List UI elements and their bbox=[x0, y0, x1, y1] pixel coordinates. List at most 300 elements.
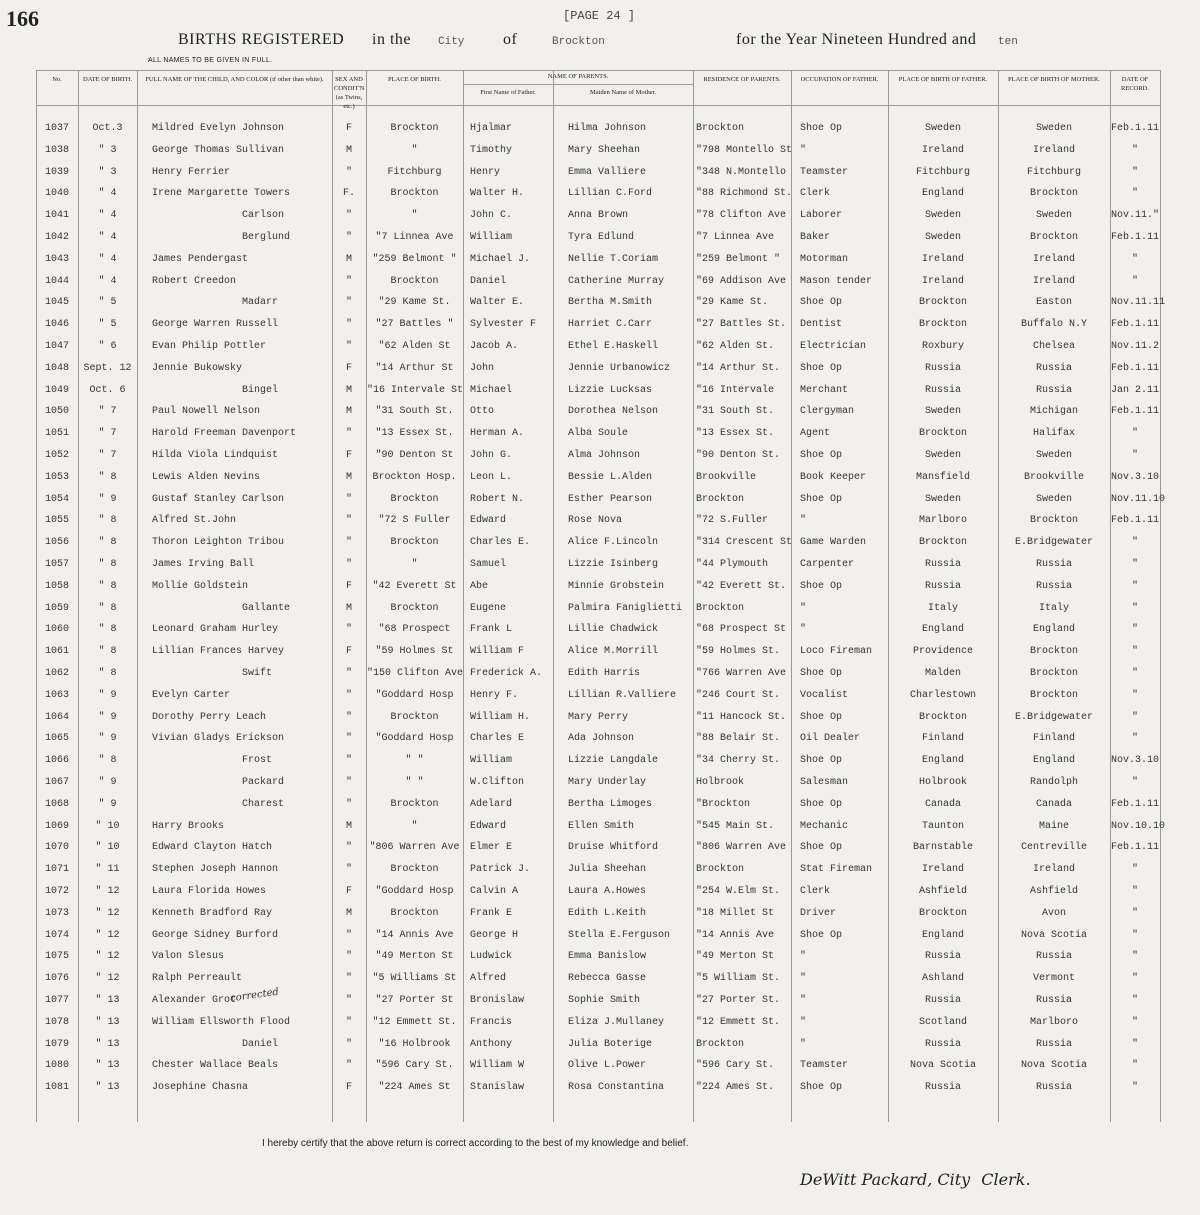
table-cell: 1081 bbox=[44, 1082, 69, 1094]
table-cell: Baker bbox=[800, 232, 831, 243]
table-cell: Brockton bbox=[1029, 232, 1078, 243]
table-cell: " 8 bbox=[98, 471, 117, 483]
table-cell: Brockton bbox=[390, 602, 439, 614]
table-cell: 1061 bbox=[44, 646, 69, 658]
table-cell: Electrician bbox=[800, 341, 867, 352]
table-cell: Dorothy Perry Leach bbox=[152, 711, 267, 723]
in-the-text: in the bbox=[372, 31, 411, 48]
table-cell: Vermont bbox=[1032, 973, 1075, 985]
register-title: BIRTHS REGISTERED bbox=[178, 31, 345, 48]
table-cell: " bbox=[345, 1060, 352, 1072]
table-cell: Elmer E bbox=[470, 842, 513, 854]
table-cell: Henry F. bbox=[470, 689, 519, 701]
table-cell: " bbox=[800, 1016, 807, 1028]
table-cell: Holbrook bbox=[918, 777, 967, 788]
table-cell: " bbox=[1131, 1038, 1138, 1050]
table-cell: " bbox=[1131, 907, 1138, 919]
table-cell: "72 S Fuller bbox=[378, 515, 451, 527]
table-cell: " 8 bbox=[98, 515, 117, 527]
table-cell: Henry Ferrier bbox=[152, 166, 231, 178]
table-cell: Ireland bbox=[921, 275, 964, 287]
table-cell: "27 Battles " bbox=[375, 319, 454, 331]
table-cell: "7 Linnea Ave bbox=[375, 232, 454, 243]
table-cell: Brockton bbox=[390, 798, 439, 810]
table-cell: " bbox=[1131, 275, 1138, 287]
table-cell: " bbox=[800, 144, 807, 156]
table-cell: Scotland bbox=[918, 1016, 967, 1028]
table-cell: Teamster bbox=[800, 166, 849, 178]
table-cell: " 13 bbox=[95, 1082, 120, 1094]
table-cell: Nellie T.Coriam bbox=[568, 253, 659, 265]
table-cell: Feb.1.11 bbox=[1111, 842, 1160, 854]
table-cell: "348 N.Montello bbox=[696, 166, 787, 178]
table-cell: Russia bbox=[1035, 1082, 1072, 1094]
table-cell: Brockton bbox=[918, 537, 967, 549]
table-cell: " 8 bbox=[98, 755, 117, 767]
table-cell: " bbox=[1131, 951, 1138, 963]
table-cell: William W bbox=[470, 1060, 525, 1072]
table-cell: Charles E bbox=[470, 733, 525, 745]
table-cell: Sweden bbox=[1035, 123, 1072, 134]
table-cell: Shoe Op bbox=[800, 842, 843, 854]
column-rule bbox=[998, 70, 999, 1122]
table-cell: " bbox=[345, 341, 352, 352]
table-cell: Sweden bbox=[1035, 450, 1072, 461]
table-cell: Malden bbox=[924, 668, 961, 679]
table-cell: Nov.11.10 bbox=[1111, 493, 1166, 505]
table-cell: Brockton bbox=[696, 1038, 745, 1050]
table-cell: Jacob A. bbox=[470, 341, 519, 352]
column-header: DATE OF BIRTH. bbox=[83, 76, 132, 83]
table-cell: Frost bbox=[242, 755, 273, 767]
table-cell: Eliza J.Mullaney bbox=[568, 1016, 665, 1028]
table-cell: M bbox=[345, 253, 352, 265]
table-cell: Feb.1.11 bbox=[1111, 232, 1160, 243]
table-cell: " 4 bbox=[98, 275, 117, 287]
table-cell: Lillie Chadwick bbox=[568, 624, 659, 636]
column-rule bbox=[1160, 70, 1161, 1122]
table-cell: Ludwick bbox=[470, 951, 513, 963]
column-header: PLACE OF BIRTH. bbox=[388, 76, 441, 83]
table-cell: " bbox=[345, 798, 352, 810]
table-cell: " 12 bbox=[95, 951, 120, 963]
table-cell: Kenneth Bradford Ray bbox=[152, 907, 273, 919]
table-cell: Nov.10.10 bbox=[1111, 820, 1166, 832]
table-cell: "29 Kame St. bbox=[378, 297, 451, 309]
table-cell: " " bbox=[405, 777, 424, 788]
table-cell: "11 Hancock St. bbox=[696, 711, 787, 723]
table-cell: Shoe Op bbox=[800, 711, 843, 723]
table-cell: Michigan bbox=[1029, 406, 1078, 418]
table-cell: "68 Prospect St bbox=[696, 624, 787, 636]
table-cell: Ethel E.Haskell bbox=[568, 341, 659, 352]
table-cell: Ashfield bbox=[918, 886, 967, 897]
table-cell: Emma Banislow bbox=[568, 951, 647, 963]
table-cell: Avon bbox=[1041, 907, 1066, 919]
table-cell: Driver bbox=[800, 907, 837, 919]
table-cell: M bbox=[345, 602, 352, 614]
table-cell: Ellen Smith bbox=[568, 820, 635, 832]
table-cell: Canada bbox=[1035, 798, 1072, 810]
table-cell: Russia bbox=[1035, 384, 1072, 396]
table-cell: Swift bbox=[242, 668, 273, 679]
table-cell: Agent bbox=[800, 428, 831, 440]
table-cell: Michael bbox=[470, 384, 513, 396]
table-cell: Gallante bbox=[242, 602, 291, 614]
table-cell: " bbox=[1131, 733, 1138, 745]
table-cell: 1058 bbox=[44, 580, 69, 592]
table-cell: "42 Everett St. bbox=[696, 580, 787, 592]
table-cell: " 9 bbox=[98, 798, 117, 810]
table-cell: Russia bbox=[924, 1082, 961, 1094]
table-cell: Marlboro bbox=[1029, 1016, 1078, 1028]
table-cell: " 8 bbox=[98, 602, 117, 614]
table-cell: " bbox=[345, 275, 352, 287]
table-cell: Esther Pearson bbox=[568, 493, 653, 505]
table-cell: Russia bbox=[924, 362, 961, 374]
table-cell: "254 W.Elm St. bbox=[696, 886, 781, 897]
table-cell: Lillian R.Valliere bbox=[568, 689, 677, 701]
column-rule bbox=[463, 70, 464, 1122]
table-cell: "246 Court St. bbox=[696, 689, 781, 701]
table-cell: Italy bbox=[927, 602, 958, 614]
table-cell: 1076 bbox=[44, 973, 69, 985]
table-cell: M bbox=[345, 406, 352, 418]
table-cell: F bbox=[345, 1082, 352, 1094]
table-cell: "27 Battles St. bbox=[696, 319, 787, 331]
table-cell: " bbox=[1131, 144, 1138, 156]
table-cell: Russia bbox=[924, 951, 961, 963]
parents-header: NAME OF PARENTS. bbox=[547, 73, 609, 80]
table-cell: George Warren Russell bbox=[152, 319, 279, 331]
table-cell: Russia bbox=[924, 580, 961, 592]
table-cell: "88 Belair St. bbox=[696, 733, 781, 745]
table-cell: "596 Cary St. bbox=[696, 1060, 775, 1072]
table-cell: "90 Denton St. bbox=[696, 450, 781, 461]
table-cell: " bbox=[345, 1016, 352, 1028]
table-cell: George Thomas Sullivan bbox=[152, 144, 285, 156]
table-cell: Vivian Gladys Erickson bbox=[152, 733, 285, 745]
table-cell: " 9 bbox=[98, 689, 117, 701]
table-cell: Carlson bbox=[242, 210, 285, 222]
table-cell: Daniel bbox=[242, 1038, 279, 1050]
table-cell: Barnstable bbox=[912, 842, 973, 854]
table-cell: Carpenter bbox=[800, 559, 855, 570]
table-cell: " 11 bbox=[95, 864, 120, 876]
table-cell: 1067 bbox=[44, 777, 69, 788]
table-cell: " 12 bbox=[95, 907, 120, 919]
table-cell: Alba Soule bbox=[568, 428, 629, 440]
table-cell: Chester Wallace Beals bbox=[152, 1060, 279, 1072]
table-cell: 1042 bbox=[44, 232, 69, 243]
table-cell: " 7 bbox=[98, 406, 117, 418]
table-cell: "27 Porter St bbox=[375, 995, 454, 1006]
table-cell: Sept. 12 bbox=[83, 362, 132, 374]
table-cell: "14 Annis Ave bbox=[696, 929, 775, 941]
table-cell: Oct. 6 bbox=[89, 384, 126, 396]
table-cell: " bbox=[1131, 929, 1138, 941]
table-cell: " bbox=[345, 515, 352, 527]
table-cell: Harriet C.Carr bbox=[568, 319, 653, 331]
column-rule bbox=[791, 70, 792, 1122]
table-cell: Palmira Faniglietti bbox=[568, 602, 683, 614]
table-cell: " bbox=[345, 951, 352, 963]
table-cell: "27 Porter St. bbox=[696, 995, 781, 1006]
table-cell: Mildred Evelyn Johnson bbox=[152, 123, 285, 134]
table-cell: Halifax bbox=[1032, 428, 1075, 440]
table-cell: F bbox=[345, 886, 352, 897]
table-cell: Vocalist bbox=[800, 689, 849, 701]
header-rule bbox=[36, 70, 1160, 71]
table-cell: Brockton bbox=[390, 188, 439, 200]
table-cell: "59 Holmes St. bbox=[696, 646, 781, 658]
table-cell: Josephine Chasna bbox=[152, 1082, 249, 1094]
table-cell: Lillian Frances Harvey bbox=[152, 646, 285, 658]
table-cell: Harold Freeman Davenport bbox=[152, 428, 297, 440]
table-cell: " 13 bbox=[95, 1016, 120, 1028]
table-cell: " bbox=[1131, 864, 1138, 876]
table-cell: " bbox=[800, 951, 807, 963]
table-cell: Irene Margarette Towers bbox=[152, 188, 291, 200]
column-rule bbox=[1110, 70, 1111, 1122]
table-cell: " 3 bbox=[98, 166, 117, 178]
table-cell: Feb.1.11 bbox=[1111, 123, 1160, 134]
table-cell: " bbox=[345, 777, 352, 788]
column-header: DATE OF RECORD. bbox=[1121, 76, 1149, 92]
table-cell: "150 Clifton Ave bbox=[367, 668, 464, 679]
table-cell: Finland bbox=[921, 733, 964, 745]
table-cell: " bbox=[345, 297, 352, 309]
table-cell: Nov.11." bbox=[1111, 210, 1160, 222]
table-cell: Stephen Joseph Hannon bbox=[152, 864, 279, 876]
table-cell: 1060 bbox=[44, 624, 69, 636]
table-cell: " 13 bbox=[95, 995, 120, 1006]
table-cell: Nova Scotia bbox=[1020, 1060, 1087, 1072]
table-cell: Sweden bbox=[924, 123, 961, 134]
table-cell: 1039 bbox=[44, 166, 69, 178]
table-cell: "14 Arthur St. bbox=[696, 362, 781, 374]
table-cell: Laura A.Howes bbox=[568, 886, 647, 897]
table-cell: " bbox=[1131, 428, 1138, 440]
header-rule bbox=[36, 105, 1160, 106]
table-cell: Brockton bbox=[696, 602, 745, 614]
table-cell: James Irving Ball bbox=[152, 559, 255, 570]
table-cell: Salesman bbox=[800, 777, 849, 788]
table-cell: Marlboro bbox=[918, 515, 967, 527]
table-cell: Brockton bbox=[390, 123, 439, 134]
table-cell: " bbox=[1131, 537, 1138, 549]
table-cell: Evan Philip Pottler bbox=[152, 341, 267, 352]
table-cell: Brookville bbox=[1023, 471, 1084, 483]
table-cell: Book Keeper bbox=[800, 471, 867, 483]
table-cell: 1052 bbox=[44, 450, 69, 461]
table-cell: " 7 bbox=[98, 428, 117, 440]
table-cell: " bbox=[345, 995, 352, 1006]
table-cell: "42 Everett St bbox=[372, 580, 457, 592]
table-cell: " bbox=[1131, 450, 1138, 461]
table-cell: Nova Scotia bbox=[1020, 929, 1087, 941]
table-cell: " bbox=[1131, 624, 1138, 636]
table-cell: " bbox=[345, 624, 352, 636]
table-cell: " bbox=[1131, 995, 1138, 1006]
table-cell: Feb.1.11 bbox=[1111, 319, 1160, 331]
table-cell: " bbox=[1131, 1082, 1138, 1094]
table-cell: Bertha M.Smith bbox=[568, 297, 653, 309]
table-cell: Brockton bbox=[696, 493, 745, 505]
table-cell: 1048 bbox=[44, 362, 69, 374]
column-header: First Name of Father. bbox=[480, 89, 536, 96]
table-cell: "806 Warren Ave bbox=[696, 842, 787, 854]
table-cell: "13 Essex St. bbox=[375, 428, 454, 440]
table-cell: Hilma Johnson bbox=[568, 123, 647, 134]
column-rule bbox=[553, 70, 554, 1122]
table-cell: Taunton bbox=[921, 820, 964, 832]
table-cell: "34 Cherry St. bbox=[696, 755, 781, 767]
table-cell: Chelsea bbox=[1032, 341, 1075, 352]
table-cell: "14 Arthur St bbox=[375, 362, 454, 374]
table-cell: M bbox=[345, 144, 352, 156]
table-cell: " bbox=[345, 929, 352, 941]
table-cell: John G. bbox=[470, 450, 513, 461]
table-cell: "88 Richmond St. bbox=[696, 188, 793, 200]
column-rule bbox=[366, 70, 367, 1122]
table-cell: Centreville bbox=[1020, 842, 1087, 854]
table-cell: W.Clifton bbox=[470, 777, 525, 788]
table-cell: Brockton bbox=[390, 907, 439, 919]
table-cell: " bbox=[345, 755, 352, 767]
table-cell: Dentist bbox=[800, 319, 843, 331]
table-cell: Anthony bbox=[470, 1038, 513, 1050]
table-cell: Jennie Bukowsky bbox=[152, 362, 243, 374]
table-cell: Brockton Hosp. bbox=[372, 471, 457, 483]
table-cell: " 10 bbox=[95, 820, 120, 832]
column-rule bbox=[693, 70, 694, 1122]
header-rule bbox=[463, 84, 693, 85]
table-cell: Thoron Leighton Tribou bbox=[152, 537, 285, 549]
table-cell: Charles E. bbox=[470, 537, 531, 549]
column-rule bbox=[332, 70, 333, 1122]
table-cell: 1073 bbox=[44, 907, 69, 919]
table-cell: Sweden bbox=[924, 210, 961, 222]
table-cell: "Brockton bbox=[696, 798, 751, 810]
table-cell: Paul Nowell Nelson bbox=[152, 406, 261, 418]
table-cell: Daniel bbox=[470, 275, 507, 287]
table-cell: Roxbury bbox=[921, 341, 964, 352]
table-cell: Leonard Graham Hurley bbox=[152, 624, 279, 636]
table-cell: Stanislaw bbox=[470, 1082, 525, 1094]
table-cell: Clerk bbox=[800, 188, 831, 200]
table-cell: " bbox=[1131, 711, 1138, 723]
table-cell: Feb.1.11 bbox=[1111, 362, 1160, 374]
table-cell: 1065 bbox=[44, 733, 69, 745]
table-cell: " bbox=[345, 973, 352, 985]
table-cell: " 4 bbox=[98, 188, 117, 200]
table-cell: 1066 bbox=[44, 755, 69, 767]
table-cell: Tyra Edlund bbox=[568, 232, 635, 243]
table-cell: Brockton bbox=[696, 123, 745, 134]
table-cell: Bingel bbox=[242, 384, 279, 396]
table-cell: E.Bridgewater bbox=[1014, 711, 1093, 723]
table-cell: F bbox=[345, 362, 352, 374]
correction-note: corrected bbox=[229, 986, 280, 1005]
table-cell: Edith L.Keith bbox=[568, 907, 647, 919]
table-cell: " bbox=[345, 428, 352, 440]
table-cell: 1062 bbox=[44, 668, 69, 679]
table-cell: " bbox=[345, 864, 352, 876]
table-cell: Brockton bbox=[390, 537, 439, 549]
table-cell: "5 Williams St bbox=[372, 973, 457, 985]
table-cell: Emma Valliere bbox=[568, 166, 647, 178]
table-cell: Russia bbox=[1035, 580, 1072, 592]
table-cell: Mary Sheehan bbox=[568, 144, 641, 156]
table-cell: Brockton bbox=[918, 907, 967, 919]
table-cell: " 12 bbox=[95, 886, 120, 897]
table-cell: Jan 2.11 bbox=[1111, 384, 1160, 396]
table-cell: Bronislaw bbox=[470, 995, 525, 1006]
column-rule bbox=[888, 70, 889, 1122]
table-cell: F bbox=[345, 123, 352, 134]
table-cell: "12 Emmett St. bbox=[372, 1016, 457, 1028]
table-cell: Minnie Grobstein bbox=[568, 580, 665, 592]
table-cell: M bbox=[345, 907, 352, 919]
table-cell: Berglund bbox=[242, 232, 291, 243]
page-label: [PAGE 24 ] bbox=[563, 9, 636, 23]
table-cell: Ireland bbox=[1032, 144, 1075, 156]
page-number: 166 bbox=[6, 6, 39, 31]
table-cell: "31 South St. bbox=[696, 406, 775, 418]
table-cell: Calvin A bbox=[470, 886, 519, 897]
table-cell: 1044 bbox=[44, 275, 69, 287]
table-cell: 1051 bbox=[44, 428, 69, 440]
table-cell: 1053 bbox=[44, 471, 69, 483]
table-cell: Shoe Op bbox=[800, 755, 843, 767]
table-cell: Russia bbox=[1035, 559, 1072, 570]
table-cell: Rose Nova bbox=[568, 515, 623, 527]
table-cell: Stat Fireman bbox=[800, 864, 873, 876]
table-cell: " 7 bbox=[98, 450, 117, 461]
year-phrase: for the Year Nineteen Hundred and bbox=[736, 31, 977, 48]
table-cell: Easton bbox=[1035, 297, 1072, 309]
table-cell: " bbox=[1131, 1016, 1138, 1028]
table-cell: Fitchburg bbox=[387, 166, 442, 178]
table-cell: Mollie Goldstein bbox=[152, 580, 249, 592]
table-cell: 1064 bbox=[44, 711, 69, 723]
table-cell: "29 Kame St. bbox=[696, 297, 769, 309]
table-cell: " 5 bbox=[98, 319, 117, 331]
column-rule bbox=[78, 70, 79, 1122]
table-cell: 1040 bbox=[44, 188, 69, 200]
table-cell: Alfred bbox=[470, 973, 507, 985]
table-cell: Herman A. bbox=[470, 428, 525, 440]
table-cell: Russia bbox=[1035, 951, 1072, 963]
signature-name: DeWitt Packard, City bbox=[800, 1170, 971, 1189]
table-cell: Shoe Op bbox=[800, 297, 843, 309]
table-cell: Edward bbox=[470, 515, 507, 527]
table-cell: Brockton bbox=[1029, 515, 1078, 527]
table-cell: George H bbox=[470, 929, 519, 941]
table-cell: John C. bbox=[470, 210, 513, 222]
table-cell: " bbox=[345, 537, 352, 549]
column-header: No. bbox=[52, 76, 62, 83]
table-cell: Motorman bbox=[800, 253, 849, 265]
table-cell: Packard bbox=[242, 777, 285, 788]
table-cell: Brockton bbox=[390, 864, 439, 876]
table-cell: Shoe Op bbox=[800, 123, 843, 134]
table-cell: " 13 bbox=[95, 1060, 120, 1072]
table-cell: Nov.3.10 bbox=[1111, 471, 1160, 483]
table-cell: Ireland bbox=[1032, 275, 1075, 287]
table-cell: Ashland bbox=[921, 973, 964, 985]
